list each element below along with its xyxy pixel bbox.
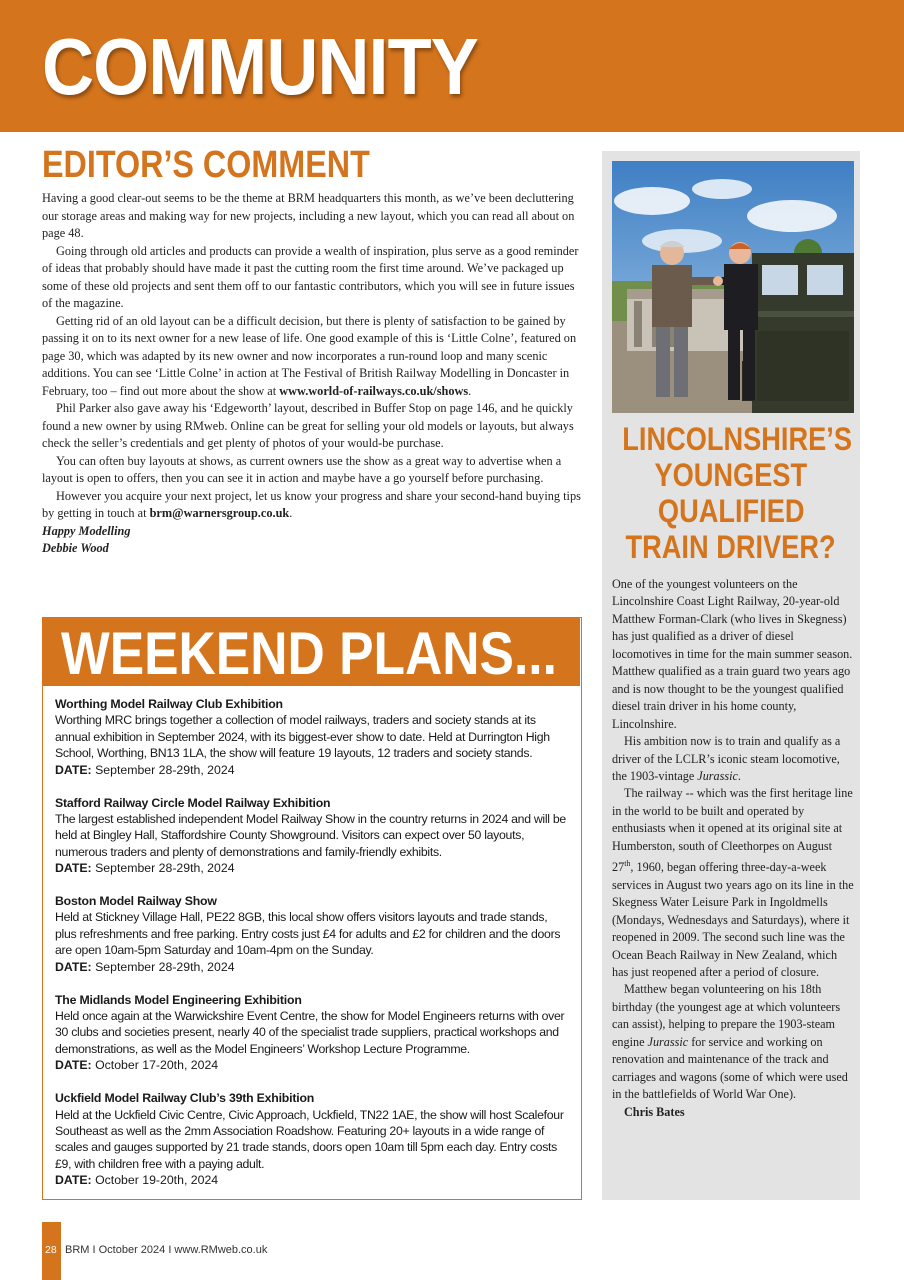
editor-paragraph: You can often buy layouts at shows, as current owners use the show as a great way to advertise when a layout is open to offers, then you can see it in action and maybe have a go yourself before purchasing. <box>42 453 562 485</box>
event-title: The Midlands Model Engineering Exhibition <box>55 992 302 1007</box>
heading-line: YOUNGEST <box>654 457 808 493</box>
article-text: , 1960, began offering three-day-a-week services in August two years ago on its line in the Skegness Water Leisure Park in Ingoldmells (Mondays, Wednesdays and Saturdays), where it reopened in 2009. The second such line was the Ocean Beach Railway in New Zealand, which has just reopened after a period of closure. <box>612 860 854 980</box>
editor-paragraph: Going through old articles and products can provide a wealth of inspiration, plus serve as a good reminder of ideas that probably should have made it past the cutting room the first time around. We’ve packaged up some of these old projects and sent them off to our fantastic contributors, which you will see in future issues of the magazine. <box>42 243 579 310</box>
date-value: September 28-29th, 2024 <box>95 959 235 974</box>
article-paragraph <box>612 785 854 981</box>
event-date <box>55 1172 571 1188</box>
editor-paragraph: Getting rid of an old layout can be a difficult decision, but there is plenty of satisfaction to be gained by passing it on to its next owner for a new lease of life. One good example of this is ‘Little Colne’, featured on page 30, which was adapted by its new owner and now incorporates a run-round loop and many scenic additions. You can see ‘Little Colne’ in action at The Festival of British Railway Modelling in Doncaster in February, too – find out more about the show at www.world-of-railways.co.uk/shows. <box>42 313 577 398</box>
editor-paragraph-text: However you acquire your next project, let us know your progress and share your second-hand buying tips by getting in touch at <box>42 488 581 520</box>
article-text: The railway -- which was the first heritage line in the world to be built and operated by enthusiasts when it opened at its original site at Humberston, south of Cleethorpes on August 27 <box>612 786 853 875</box>
editor-name: Debbie Wood <box>42 541 109 555</box>
heading-line: LINCOLNSHIRE’S <box>622 421 852 457</box>
date-label: DATE: <box>55 762 92 777</box>
editor-paragraph: Phil Parker also gave away his ‘Edgeworth’ layout, described in Buffer Stop on page 146, and he quickly found a new owner by using RMweb. Online can be great for selling your old models or layouts, but always check the seller’s credentials and get plenty of photos of your would-be purchase. <box>42 401 574 450</box>
event-description: Held at Stickney Village Hall, PE22 8GB, this local show offers visitors layouts and trade stands, plus refreshments and free parking. Entry costs just £4 for adults and £2 for children and the doors are open 10am-5pm Saturday and 10am-4pm on the Sunday. <box>55 910 561 958</box>
event-description: Worthing MRC brings together a collection of model railways, traders and society stands at its annual exhibition in September 2024, with its biggest-ever show to date. Held at Durrington High School, Worthing, BN13 1LA, the show will feature 19 layouts, 12 traders and society stands. <box>55 713 550 761</box>
heading-line: TRAIN DRIVER? <box>625 529 837 565</box>
page-number-tab <box>42 1222 61 1280</box>
photo-illustration <box>612 161 854 413</box>
event-date <box>55 1057 571 1073</box>
event-item <box>55 696 571 778</box>
news-sidebar <box>602 151 860 1200</box>
date-label: DATE: <box>55 861 92 876</box>
date-label: DATE: <box>55 1058 92 1073</box>
footer-text: BRM I October 2024 I www.RMweb.co.uk <box>65 1244 268 1256</box>
article-text: for service and working on renovation and maintenance of the track and carriages and wagons (some of which were used in the battlefields of World War One). <box>612 1034 848 1102</box>
event-title: Worthing Model Railway Club Exhibition <box>55 697 283 711</box>
loco-name: Jurassic <box>697 768 738 783</box>
email-link[interactable]: brm@warnersgroup.co.uk <box>149 506 290 520</box>
loco-name: Jurassic <box>647 1034 689 1049</box>
article-author: Chris Bates <box>624 1104 685 1119</box>
date-value: October 17-20th, 2024 <box>95 1058 219 1073</box>
event-title: Stafford Railway Circle Model Railway Exhibition <box>55 795 331 810</box>
editors-comment-body <box>42 190 582 558</box>
sidebar-heading <box>602 421 860 565</box>
editors-comment-heading: EDITOR’S COMMENT <box>42 144 370 186</box>
article-text: His ambition now is to train and qualify as a driver of the LCLR’s iconic steam locomotive, the 1903-vintage <box>612 734 841 783</box>
event-item <box>55 1090 571 1188</box>
weekend-plans-heading: WEEKEND PLANS... <box>61 620 557 687</box>
section-banner <box>0 0 904 132</box>
date-value: September 28-29th, 2024 <box>95 762 235 777</box>
article-paragraph <box>612 981 854 1103</box>
date-label: DATE: <box>55 1173 92 1188</box>
editor-paragraph: However you acquire your next project, let us know your progress and share your second-hand buying tips by getting in touch at brm@warnersgroup.co.uk. <box>42 488 581 520</box>
article-paragraph <box>612 733 854 785</box>
page-number: 28 <box>45 1244 57 1256</box>
event-list <box>55 696 571 1205</box>
ordinal-suffix: th <box>624 859 631 869</box>
heading-line: QUALIFIED <box>657 493 805 529</box>
event-date <box>55 959 571 975</box>
editor-paragraph-text: Getting rid of an old layout can be a difficult decision, but there is plenty of satisfaction to be gained by passing it on to its next owner for a new lease of life. One good example of this is ‘Little Colne’, featured on page 30, which was adapted by its new owner and now incorporates a run-round loop and many scenic additions. You can see ‘Little Colne’ in action at The Festival of British Railway Modelling in Doncaster in February, too – find out more about the show at <box>42 313 577 398</box>
event-item <box>55 795 571 877</box>
editor-paragraph: Having a good clear-out seems to be the theme at BRM headquarters this month, as we’ve been decluttering our storage areas and making way for new projects, including a new layout, which you can read all about on page 48. <box>42 191 575 240</box>
event-item <box>55 893 571 975</box>
train-driver-photo <box>612 161 854 413</box>
event-item <box>55 992 571 1074</box>
event-description: Held at the Uckfield Civic Centre, Civic Approach, Uckfield, TN22 1AE, the show will host Scalefour Southeast as well as the 2mm Association Roadshow. Featuring 20+ layouts in a wide range of scales and gauges supported by 21 trade stands, doors open 10am till 5pm each day. Entry costs £9, with children free with a paying adult. <box>55 1107 564 1171</box>
event-date <box>55 860 571 876</box>
date-value: October 19-20th, 2024 <box>95 1173 219 1188</box>
event-date <box>55 762 571 778</box>
event-title: Boston Model Railway Show <box>55 894 217 909</box>
weekend-plans-box <box>42 617 582 1200</box>
weekend-plans-header <box>43 618 580 686</box>
article-text: . <box>737 768 741 783</box>
date-label: DATE: <box>55 959 92 974</box>
signoff-line: Happy Modelling <box>42 523 131 538</box>
article-text: Matthew began volunteering on his 18th birthday (the youngest age at which volunteers can assist), helping to prepare the 1903-steam engine <box>612 982 841 1049</box>
sidebar-article-body <box>612 576 854 1121</box>
event-description: Held once again at the Warwickshire Event Centre, the show for Model Engineers returns with over 30 clubs and societies present, nearly 40 of the specialist trade suppliers, practical workshops and demonstrations, as well as the Model Engineers’ Workshop Lecture Programme. <box>55 1009 565 1056</box>
section-title: COMMUNITY <box>42 22 478 111</box>
article-paragraph: One of the youngest volunteers on the Lincolnshire Coast Light Railway, 20-year-old Matthew Forman-Clark (who lives in Skegness) has just qualified as a driver of diesel locomotives in time for the main summer season. Matthew qualified as a train guard two years ago and is now thought to be the youngest qualified diesel train driver in his home county, Lincolnshire. <box>612 577 853 731</box>
event-description: The largest established independent Model Railway Show in the country returns in 2024 and will be held at Bingley Hall, Staffordshire County Showground. Visitors can expect over 50 layouts, numerous traders and plenty of demonstrations and family-friendly exhibits. <box>55 811 566 859</box>
date-value: September 28-29th, 2024 <box>95 861 235 876</box>
event-title: Uckfield Model Railway Club’s 39th Exhibition <box>55 1091 315 1106</box>
shows-link[interactable]: www.world-of-railways.co.uk/shows <box>279 383 469 398</box>
page-footer <box>42 1222 342 1280</box>
